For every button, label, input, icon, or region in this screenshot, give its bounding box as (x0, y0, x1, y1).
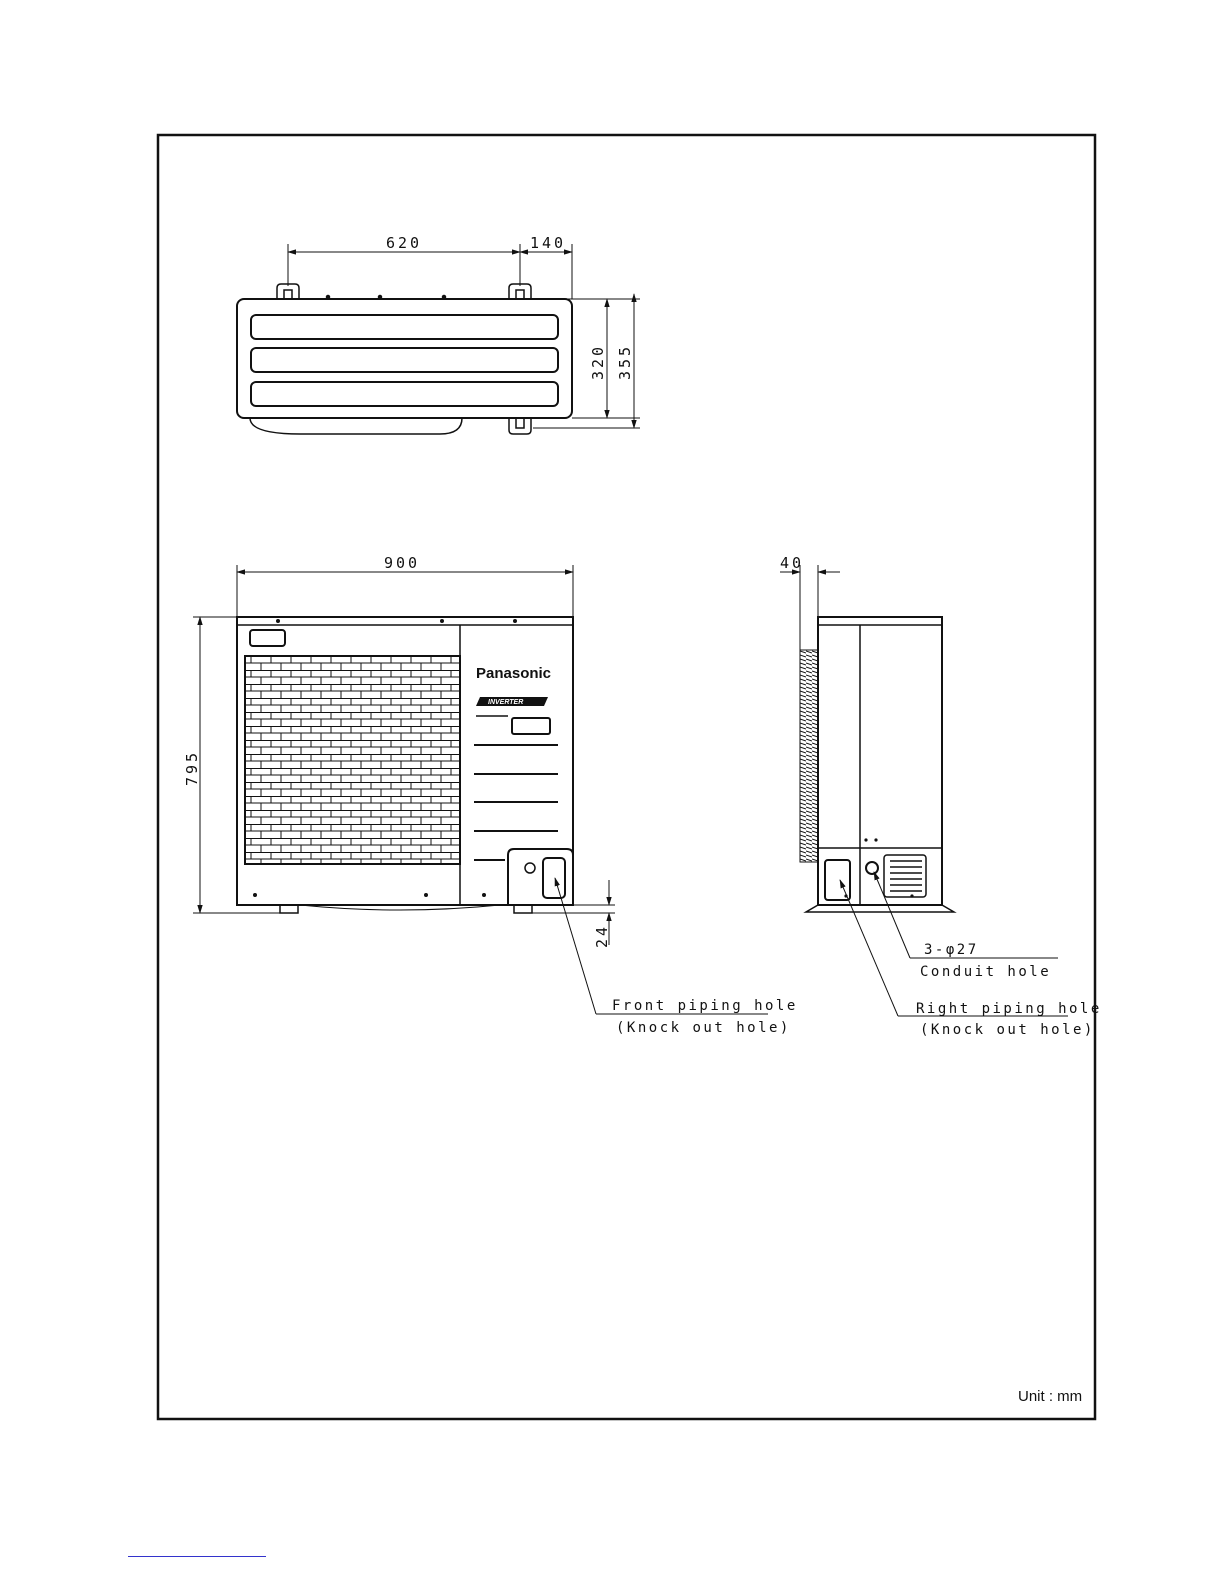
top-view (237, 284, 572, 434)
dim-top-offset: 140 (529, 234, 567, 252)
side-base (806, 905, 954, 912)
brand-logo: Panasonic (476, 665, 552, 682)
dim-front-width: 900 (383, 554, 421, 572)
mount-foot-top-left (277, 284, 299, 299)
footer-link-underline[interactable] (128, 1556, 266, 1557)
conduit-count-label: 3-φ27 (924, 942, 979, 958)
side-view (800, 617, 954, 912)
inverter-badge (476, 697, 548, 706)
mount-foot-top-right (509, 284, 531, 299)
front-piping-leader (555, 878, 768, 1014)
right-piping-sublabel: (Knock out hole) (920, 1022, 1095, 1038)
front-piping-sublabel: (Knock out hole) (616, 1020, 791, 1036)
fan-grille (245, 656, 460, 864)
front-piping-label: Front piping hole (612, 998, 798, 1014)
dim-front-foot-height: 24 (593, 923, 611, 949)
mount-foot-bottom-right (509, 418, 531, 434)
conduit-label: Conduit hole (920, 964, 1052, 980)
side-coil (800, 650, 818, 862)
dim-top-depth-inner: 320 (589, 343, 607, 381)
dim-side-offset: 40 (779, 554, 805, 572)
dim-top-mount-spacing: 620 (385, 234, 423, 252)
front-view (237, 617, 573, 913)
dim-top-depth-outer: 355 (616, 343, 634, 381)
right-piping-label: Right piping hole (916, 1001, 1102, 1017)
dim-front-height: 795 (183, 749, 201, 787)
unit-label: Unit : mm (1018, 1388, 1083, 1405)
svg-text:INVERTER: INVERTER (488, 699, 524, 706)
